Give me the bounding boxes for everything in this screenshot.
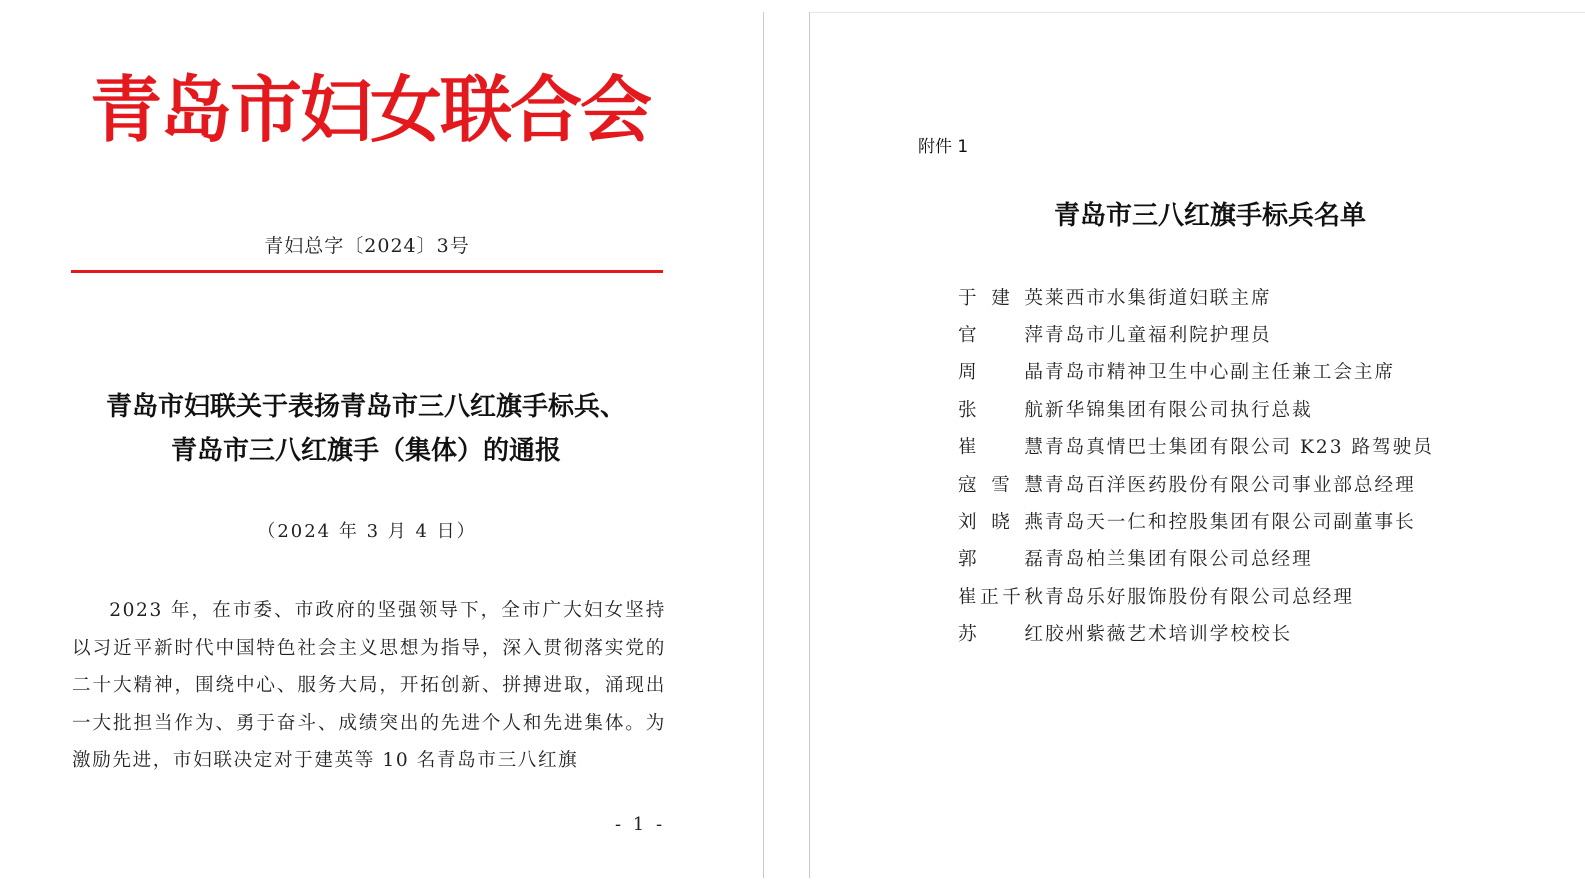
- honoree-name: 张航: [958, 399, 1044, 421]
- honoree-position: 青岛真情巴士集团有限公司 K23 路驾驶员: [1045, 437, 1434, 459]
- honoree-position: 新华锦集团有限公司执行总裁: [1045, 399, 1313, 421]
- document-date: （2024 年 3 月 4 日）: [257, 521, 477, 542]
- list-item: [958, 390, 1518, 427]
- honoree-position: 青岛市儿童福利院护理员: [1045, 325, 1272, 347]
- list-item: [958, 502, 1518, 539]
- honoree-name: 苏红: [958, 624, 1044, 646]
- honoree-position: 莱西市水集街道妇联主席: [1045, 287, 1272, 309]
- honoree-name: 崔正千秋: [958, 586, 1044, 608]
- masthead: 青岛市妇女联合会: [89, 67, 650, 152]
- honoree-position: 青岛百洋医药股份有限公司事业部总经理: [1045, 474, 1416, 496]
- list-item: [958, 428, 1518, 465]
- list-item: [958, 577, 1518, 614]
- honoree-position: 青岛天一仁和控股集团有限公司副董事长: [1045, 512, 1416, 534]
- list-item: [958, 540, 1518, 577]
- page-number: - 1 -: [614, 814, 666, 835]
- honoree-name: 官萍: [958, 325, 1044, 347]
- red-rule-divider: [71, 270, 663, 273]
- page-top-edge: [810, 12, 1585, 13]
- document-title: [60, 385, 672, 473]
- honoree-position: 青岛柏兰集团有限公司总经理: [1045, 549, 1313, 571]
- honoree-name: 于建英: [958, 287, 1044, 309]
- honoree-name: 刘晓燕: [958, 512, 1044, 534]
- body-paragraph: 2023 年，在市委、市政府的坚强领导下，全市广大妇女坚持以习近平新时代中国特色社会主义思想为指导，深入贯彻落实党的二十大精神，围绕中心、服务大局，开拓创新、拼搏进取，涌现出一大批担当作为、勇于奋斗、成绩突出的先进个人和先进集体。为激励先进，市妇联决定对于建英等 10 名青岛市三八红旗: [72, 600, 666, 771]
- attachment-label: 附件 1: [918, 137, 969, 157]
- honoree-name: 寇雪慧: [958, 474, 1044, 496]
- honoree-name: 郭磊: [958, 549, 1044, 571]
- list-item: [958, 278, 1518, 315]
- honoree-list: [958, 278, 1518, 652]
- list-item: [958, 615, 1518, 652]
- honoree-name: 崔慧: [958, 437, 1044, 459]
- honoree-name: 周晶: [958, 362, 1044, 384]
- list-item: [958, 353, 1518, 390]
- list-item: [958, 315, 1518, 352]
- honoree-position: 青岛乐好服饰股份有限公司总经理: [1045, 586, 1354, 608]
- list-item: [958, 465, 1518, 502]
- honoree-position: 胶州紫薇艺术培训学校校长: [1045, 624, 1293, 646]
- page-divider: [763, 12, 764, 878]
- document-title-line-2: 青岛市三八红旗手（集体）的通报: [170, 436, 561, 466]
- document-title-line-1: 青岛市妇联关于表扬青岛市三八红旗手标兵、: [105, 392, 626, 422]
- document-number: 青妇总字〔2024〕3号: [264, 235, 470, 257]
- honoree-position: 青岛市精神卫生中心副主任兼工会主席: [1045, 362, 1396, 384]
- list-title: 青岛市三八红旗手标兵名单: [1053, 201, 1366, 231]
